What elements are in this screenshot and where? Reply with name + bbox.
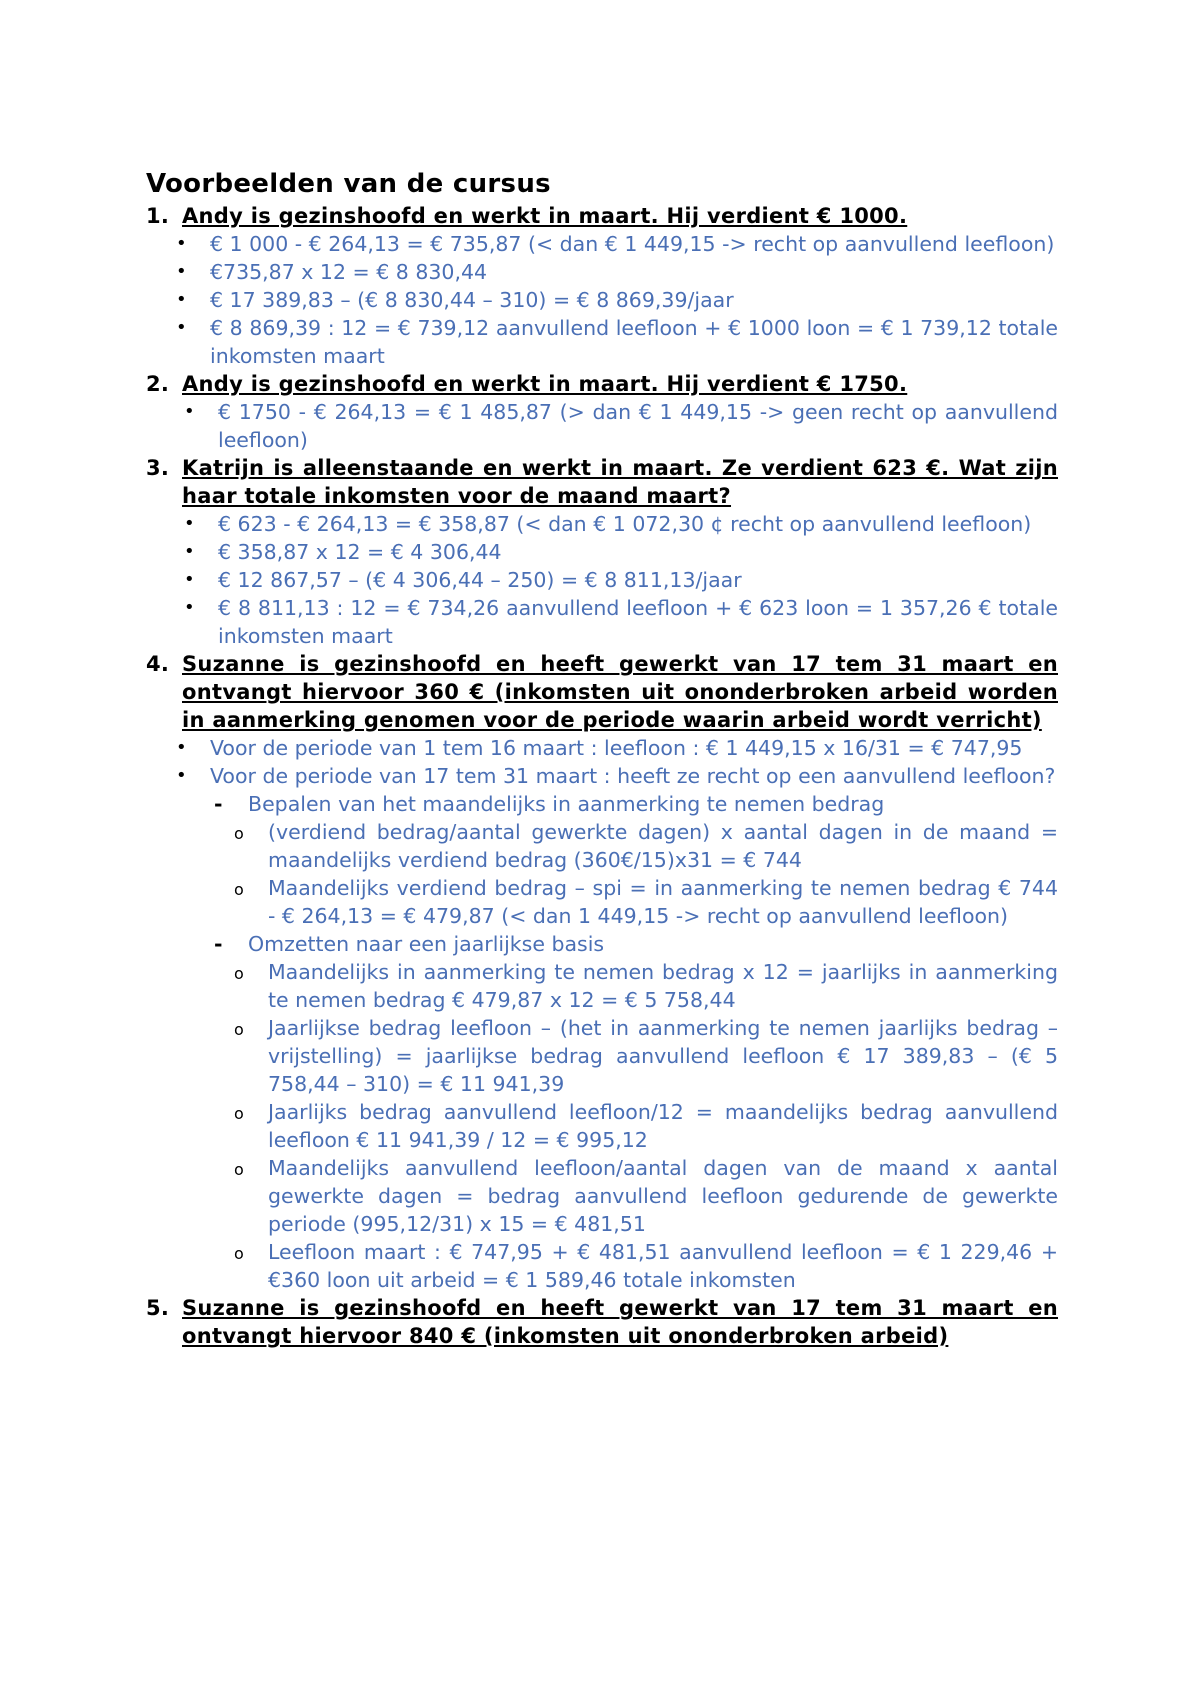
- bullet-item: • €735,87 x 12 = € 8 830,44: [176, 260, 488, 284]
- bullet-item: • € 1 000 - € 264,13 = € 735,87 (< dan € 1 449,15 -> recht op aanvullend leefloon): [176, 232, 1055, 256]
- sub-item: o Maandelijks in aanmerking te nemen bedrag x 12 = jaarlijks in aanmerking te nemen bedrag € 479,87 x 12 = € 5 758,44: [234, 960, 1058, 1012]
- bullet-item: • € 8 869,39 : 12 = € 739,12 aanvullend leefloon + € 1000 loon = € 1 739,12 totale inkomsten maart: [176, 316, 1058, 368]
- page-title: Voorbeelden van de cursus: [146, 169, 551, 199]
- bullet-item: • Voor de periode van 1 tem 16 maart : leefloon : € 1 449,15 x 16/31 = € 747,95: [176, 736, 1023, 760]
- bullet-item: • € 623 - € 264,13 = € 358,87 (< dan € 1 072,30 ¢ recht op aanvullend leefloon): [184, 512, 1032, 536]
- sub-item: o Jaarlijks bedrag aanvullend leefloon/12 = maandelijks bedrag aanvullend leefloon € 11 941,39 / 12 = € 995,12: [234, 1100, 1058, 1152]
- example-question-1: 1. Andy is gezinshoofd en werkt in maart. Hij verdient € 1000.: [146, 204, 908, 228]
- bullet-item: • € 17 389,83 – (€ 8 830,44 – 310) = € 8 869,39/jaar: [176, 288, 734, 312]
- bullet-item: • Voor de periode van 17 tem 31 maart : heeft ze recht op een aanvullend leefloon?: [176, 764, 1056, 788]
- sub-item: o Maandelijks aanvullend leefloon/aantal dagen van de maand x aantal gewerkte dagen = bedrag aanvullend leefloon gedurende de gewerkte periode (995,12/31) x 15 = € 481,51: [234, 1156, 1058, 1236]
- document-page: [146, 168, 1058, 1350]
- example-question-5: 5. Suzanne is gezinshoofd en heeft gewerkt van 17 tem 31 maart en ontvangt hiervoor 840 € (inkomsten uit ononderbroken arbeid): [146, 1296, 1058, 1348]
- bullet-item: • € 1750 - € 264,13 = € 1 485,87 (> dan € 1 449,15 -> geen recht op aanvullend leefloon): [184, 400, 1058, 452]
- bullet-item: • € 12 867,57 – (€ 4 306,44 – 250) = € 8 811,13/jaar: [184, 568, 742, 592]
- sub-item: o Leefloon maart : € 747,95 + € 481,51 aanvullend leefloon = € 1 229,46 + €360 loon uit arbeid = € 1 589,46 totale inkomsten: [234, 1240, 1058, 1292]
- step-item: - Bepalen van het maandelijks in aanmerking te nemen bedrag: [214, 792, 885, 816]
- bullet-item: • € 8 811,13 : 12 = € 734,26 aanvullend leefloon + € 623 loon = 1 357,26 € totale inkomsten maart: [184, 596, 1058, 648]
- sub-item: o Maandelijks verdiend bedrag – spi = in aanmerking te nemen bedrag € 744 - € 264,13 = € 479,87 (< dan 1 449,15 -> recht op aanvullend leefloon): [234, 876, 1058, 928]
- bullet-item: • € 358,87 x 12 = € 4 306,44: [184, 540, 502, 564]
- example-question-2: 2. Andy is gezinshoofd en werkt in maart. Hij verdient € 1750.: [146, 372, 908, 396]
- sub-item: o (verdiend bedrag/aantal gewerkte dagen) x aantal dagen in de maand = maandelijks verdiend bedrag (360€/15)x31 = € 744: [234, 820, 1058, 872]
- step-item: - Omzetten naar een jaarlijkse basis: [214, 932, 605, 956]
- sub-item: o Jaarlijkse bedrag leefloon – (het in aanmerking te nemen jaarlijks bedrag – vrijstelling) = jaarlijkse bedrag aanvullend leefloon € 17 389,83 – (€ 5 758,44 – 310) = € 11 941,39: [234, 1016, 1058, 1096]
- example-question-3: 3. Katrijn is alleenstaande en werkt in maart. Ze verdient 623 €. Wat zijn haar totale inkomsten voor de maand maart?: [146, 456, 1058, 508]
- example-question-4: 4. Suzanne is gezinshoofd en heeft gewerkt van 17 tem 31 maart en ontvangt hiervoor 360 € (inkomsten uit ononderbroken arbeid worden in aanmerking genomen voor de periode waarin arbeid wordt verricht): [146, 652, 1058, 732]
